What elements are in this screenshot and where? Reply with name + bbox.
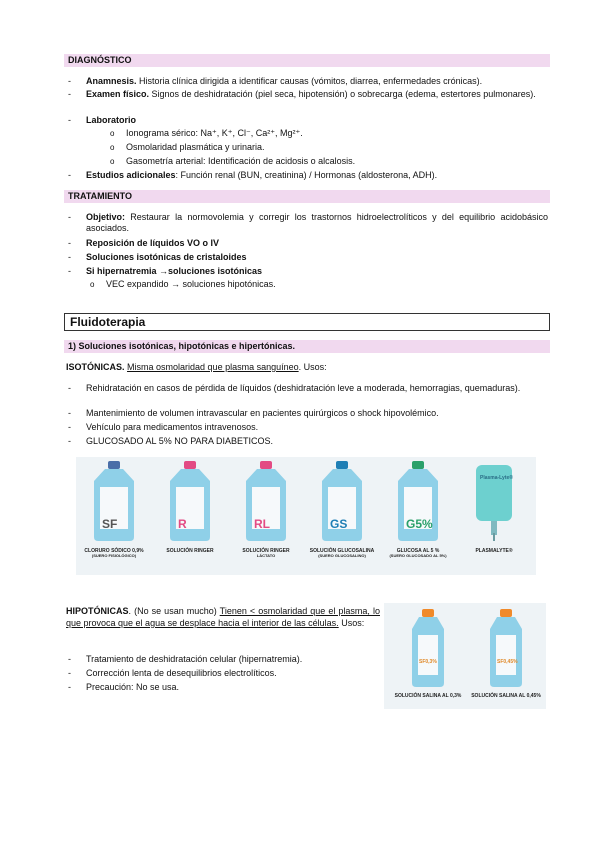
bottle-code-label: RL [254, 517, 270, 531]
iv-bottle [164, 459, 216, 544]
iv-bottle [240, 459, 292, 544]
bottle-caption-title: GLUCOSA AL 5 % [396, 548, 440, 554]
dash: - [68, 654, 71, 664]
anamnesis-item [86, 76, 548, 87]
hipotonicas-label: HIPOTÓNICAS [66, 606, 129, 616]
item-text: Restaurar la normovolemia y corregir los trastornos hidroelectrolíticos y del equilibrio acidobásico asociados. [86, 212, 548, 234]
isotonicas-intro [66, 362, 550, 373]
isotonicas-item: Mantenimiento de volumen intravascular en pacientes quirúrgicos o shock hipovolémico. [86, 408, 439, 418]
bottle-caption-title: SOLUCIÓN RINGER [242, 548, 290, 554]
bullet-icon: o [110, 157, 115, 166]
isotonicas-item: GLUCOSADO AL 5% NO PARA DIABETICOS. [86, 436, 274, 446]
tratamiento-item: Reposición de líquidos VO o IV [86, 238, 220, 248]
bottle-caption [458, 548, 530, 554]
isotonicas-figure [76, 457, 536, 575]
dash: - [68, 668, 71, 678]
dash: - [68, 682, 71, 692]
examen-fisico-item [86, 89, 548, 100]
bottle-code-label: SF0,45% [497, 659, 518, 665]
dash: - [68, 383, 71, 393]
bottle-caption [230, 548, 302, 559]
item-bold: Objetivo: [86, 212, 126, 222]
hipotonicas-figure [384, 603, 546, 709]
section1-heading: 1) Soluciones isotónicas, hipotónicas e hipertónicas. [64, 340, 550, 353]
lab-sub-item: Osmolaridad plasmática y urinaria. [126, 142, 265, 152]
bottle-code-label: GS [330, 517, 348, 531]
isotonicas-item: Rehidratación en casos de pérdida de líquidos (deshidratación leve a moderada, hemorragias, quemaduras). [86, 383, 521, 393]
item-bold: Laboratorio [86, 115, 137, 125]
bottle-caption-title: SOLUCIÓN RINGER [166, 548, 214, 554]
item-bold: Estudios adicionales [86, 170, 176, 180]
hipotonicas-intro [66, 606, 380, 629]
bottle-caption-title: SOLUCIÓN GLUCOSALINA [309, 548, 375, 554]
iv-bottle-icon [406, 607, 450, 687]
dash: - [68, 266, 71, 276]
iv-bottle [406, 607, 450, 690]
dash: - [68, 408, 71, 418]
iv-bottle [392, 459, 444, 544]
bottle-caption-sub: (SUERO GLUCOSADO AL 5%) [389, 553, 447, 558]
isotonicas-rest: . Usos: [298, 362, 327, 372]
bottle-caption-sub: (SUERO GLUCOSALINO) [318, 553, 366, 558]
bullet-icon: o [110, 143, 115, 152]
bottle-code-label: Plasma-Lyte® [480, 475, 513, 481]
item-text: : Función renal (BUN, creatinina) / Hormonas (aldosterona, ADH). [175, 170, 438, 180]
bottle-code-label: SF0,3% [419, 659, 437, 665]
hipotonicas-item: Precaución: No se usa. [86, 682, 180, 692]
item-bold: Examen físico. [86, 89, 150, 99]
iv-bottle [88, 459, 140, 544]
iv-bottle [468, 459, 520, 544]
bottle-caption [306, 548, 378, 559]
bottle-caption-sub: (SUERO FISIOLÓGICO) [91, 553, 137, 558]
bullet-icon: o [110, 129, 115, 138]
fluidoterapia-title: Fluidoterapia [64, 313, 550, 331]
isotonicas-label: ISOTÓNICAS. [66, 362, 125, 372]
bottle-caption-title: PLASMALYTE® [475, 548, 513, 554]
bottle-caption-title: CLORURO SÓDICO 0,9% [84, 548, 144, 554]
dash: - [68, 436, 71, 446]
dash: - [68, 212, 71, 222]
bottle-caption [154, 548, 226, 554]
iv-bottle-icon [468, 459, 520, 541]
iv-bottle [484, 607, 528, 690]
dash: - [68, 76, 71, 86]
iv-bottle [316, 459, 368, 544]
iv-bottle-icon [484, 607, 528, 687]
dash: - [68, 422, 71, 432]
iv-bottle-icon [164, 459, 216, 541]
tratamiento-sub: VEC expandido → soluciones hipotónicas. [106, 279, 276, 289]
dash: - [68, 89, 71, 99]
isotonicas-item: Vehículo para medicamentos intravenosos. [86, 422, 259, 432]
hipotonicas-item: Corrección lenta de desequilibrios electrolíticos. [86, 668, 277, 678]
lab-sub-item: Gasometría arterial: Identificación de acidosis o alcalosis. [126, 156, 356, 166]
bottle-code-label: R [178, 517, 187, 531]
tratamiento-item: Si hipernatremia →soluciones isotónicas [86, 266, 263, 276]
diagnostico-heading: DIAGNÓSTICO [64, 54, 550, 67]
item-text: Signos de deshidratación (piel seca, hipotensión) o sobrecarga (edema, estertores pulmonares). [149, 89, 536, 99]
estudios-item [86, 170, 548, 181]
bullet-icon: o [90, 280, 95, 289]
hipotonicas-item: Tratamiento de deshidratación celular (hipernatremia). [86, 654, 303, 664]
hipotonicas-paren: . (No se usan mucho) [128, 606, 217, 616]
bottle-code-label: G5% [406, 517, 433, 531]
bottle-caption [78, 548, 150, 559]
laboratorio-item [86, 115, 548, 126]
lab-sub-item: Ionograma sérico: Na⁺, K⁺, Cl⁻, Ca²⁺, Mg²⁺. [126, 128, 303, 138]
dash: - [68, 115, 71, 125]
bottle-code-label: SF [102, 517, 118, 531]
bottle-caption [382, 548, 454, 559]
hipotonicas-def: Tienen < osmolaridad que el plasma, lo que provoca que el agua se desplace hacia el interior de las células. [66, 606, 380, 628]
hipotonicas-rest: Usos: [338, 617, 365, 628]
isotonicas-def: Misma osmolaridad que plasma sanguíneo [127, 362, 299, 372]
bottle-caption-sub: LÁCTATO [256, 553, 276, 558]
bottle-caption: SOLUCIÓN SALINA AL 0,3% [394, 693, 462, 699]
dash: - [68, 238, 71, 248]
tratamiento-heading: TRATAMIENTO [64, 190, 550, 203]
item-bold: Anamnesis. [86, 76, 137, 86]
tratamiento-item: Soluciones isotónicas de cristaloides [86, 252, 247, 262]
dash: - [68, 170, 71, 180]
dash: - [68, 252, 71, 262]
bottle-caption: SOLUCIÓN SALINA AL 0,45% [471, 693, 541, 699]
item-text: Historia clínica dirigida a identificar causas (vómitos, diarrea, enfermedades crónicas). [136, 76, 483, 86]
objetivo-item [86, 212, 548, 235]
